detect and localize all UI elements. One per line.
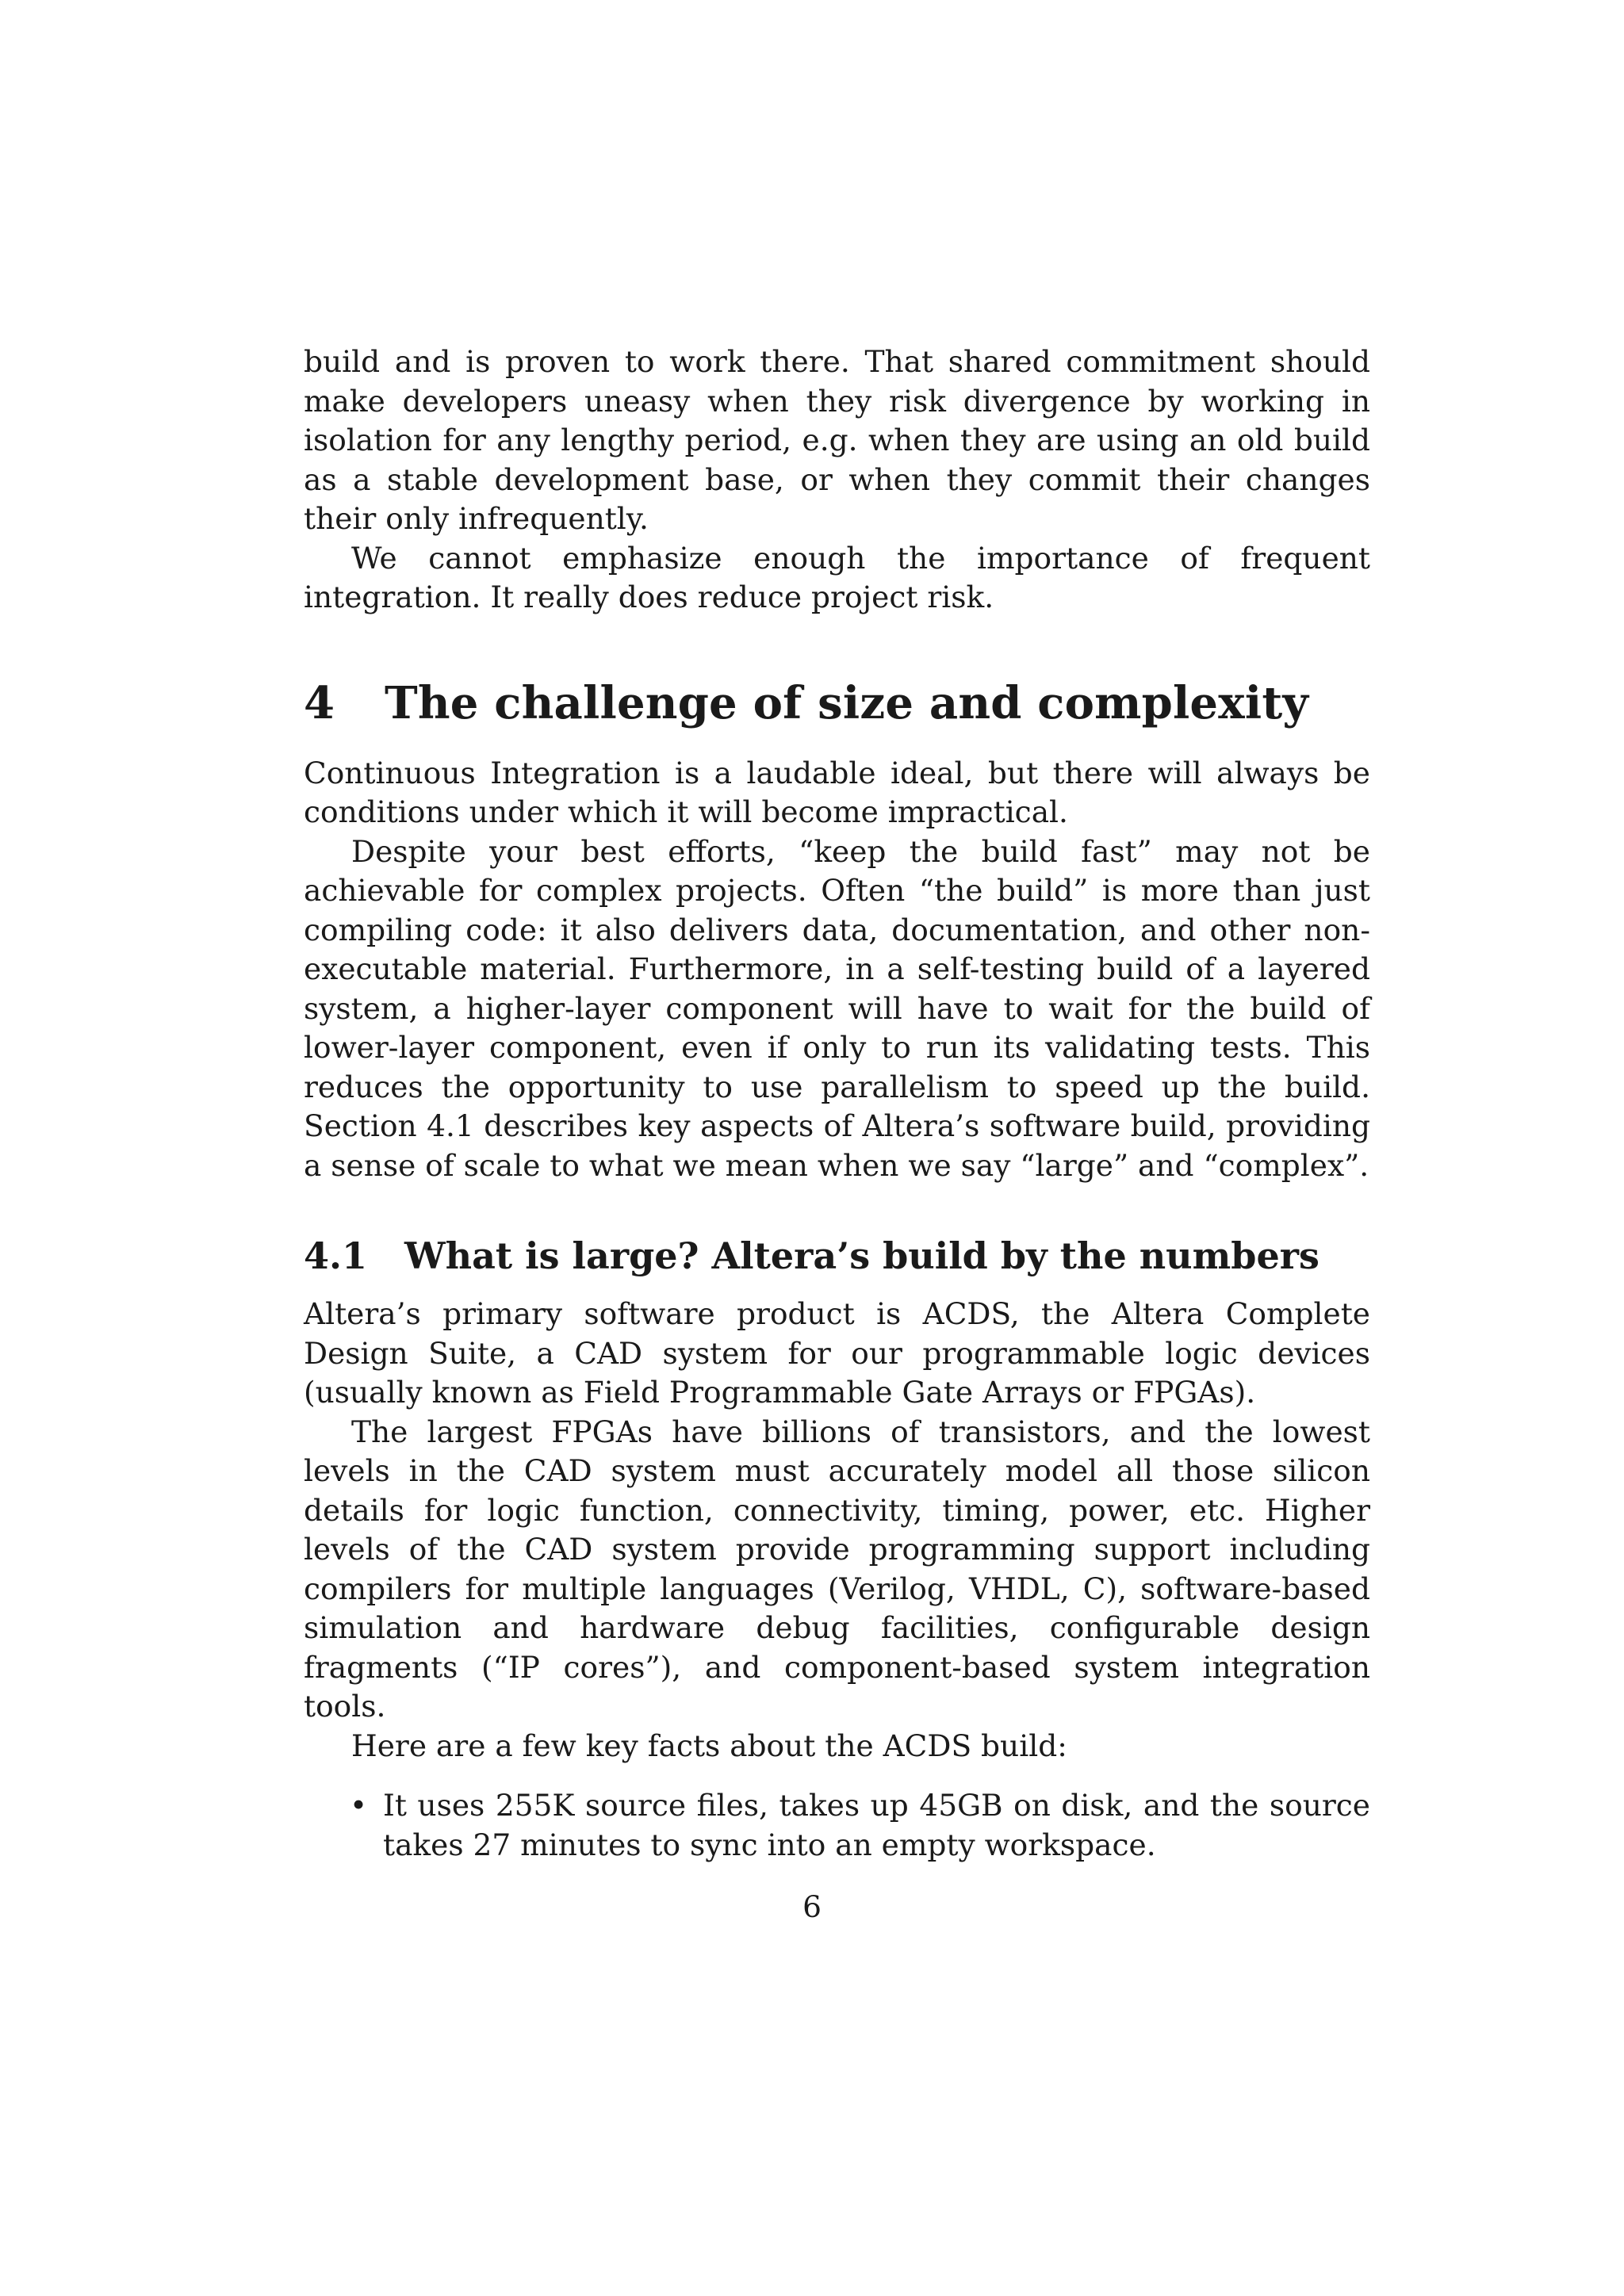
section-4-1-title: What is large? Altera’s build by the numbers [404, 1234, 1320, 1277]
section-4-number: 4 [304, 676, 335, 729]
section-4-1-paragraph-3: Here are a few key facts about the ACDS build: [351, 1728, 1067, 1763]
page-number: 6 [802, 1889, 822, 1924]
section-4-1-paragraph-1: Altera’s primary software product is ACDS, the Altera Complete Design Suite, a CAD system for our programmable logic devices (usually known as Field Programmable Gate Arrays or FPGAs). [304, 1296, 1370, 1410]
section-4-1-heading [304, 1233, 1370, 1279]
section-4-1-paragraph-2: The largest FPGAs have billions of transistors, and the lowest levels in the CAD system must accurately model all those silicon details for logic function, connectivity, timing, power, etc. Higher levels of the CAD system provide programming support including compilers for multiple languages (Verilog, VHDL, C), software-based simulation and hardware debug facilities, configurable design fragments (“IP cores”), and component-based system integration tools. [304, 1414, 1370, 1724]
section-4-paragraph-2: Despite your best efforts, “keep the build fast” may not be achievable for complex projects. Often “the build” is more than just compiling code: it also delivers data, documentation, and other non-executable material. Furthermore, in a self-testing build of a layered system, a higher-layer component will have to wait for the build of lower-layer component, even if only to run its validating tests. This reduces the opportunity to use parallelism to speed up the build. Section 4.1 describes key aspects of Altera’s software build, providing a sense of scale to what we mean when we say “large” and “complex”. [304, 833, 1370, 1183]
bullet-icon: • [350, 1788, 368, 1823]
list-item [304, 1786, 1370, 1865]
page-body [304, 342, 1370, 1865]
section-4-heading [304, 676, 1370, 730]
section-4-title: The challenge of size and complexity [385, 676, 1309, 729]
list-item-text: It uses 255K source files, takes up 45GB on disk, and the source takes 27 minutes to sync into an empty workspace. [383, 1788, 1370, 1862]
intro-paragraph-2: We cannot emphasize enough the importance of frequent integration. It really does reduce project risk. [304, 540, 1370, 614]
intro-paragraph-1: build and is proven to work there. That shared commitment should make developers uneasy when they risk divergence by working in isolation for any lengthy period, e.g. when they are using an old build as a stable development base, or when they commit their changes their only infrequently. [304, 344, 1370, 536]
facts-list [304, 1786, 1370, 1865]
section-4-paragraph-1: Continuous Integration is a laudable ideal, but there will always be conditions under which it will become impractical. [304, 755, 1370, 829]
section-4-1-number: 4.1 [304, 1234, 368, 1277]
